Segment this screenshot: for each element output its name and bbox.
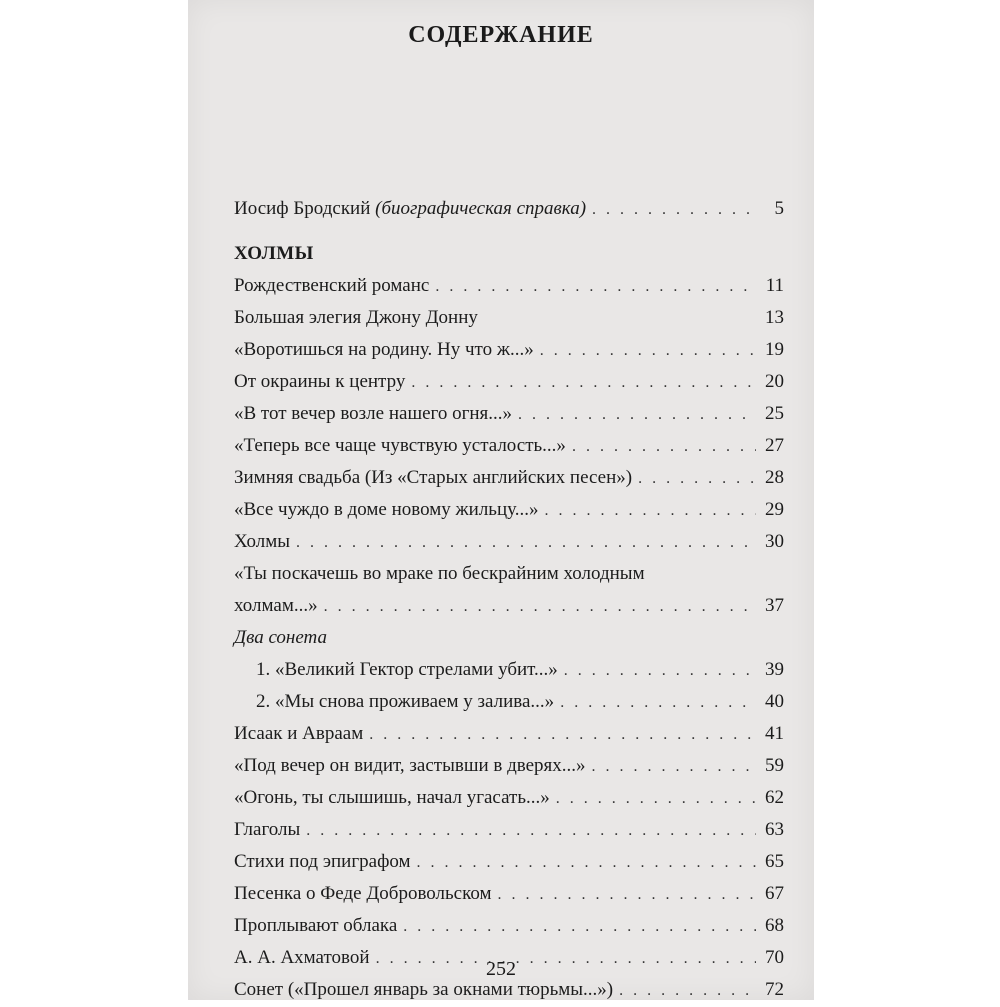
toc-entry — [234, 878, 784, 910]
toc-entry — [234, 193, 784, 225]
toc-entry — [234, 494, 784, 526]
entry-title: Зимняя свадьба (Из «Старых английских песен») — [234, 467, 633, 488]
leader-dots — [369, 719, 756, 751]
leader-dots — [296, 527, 756, 559]
leader-dots — [411, 367, 756, 399]
page-ref: 72 — [765, 979, 784, 1000]
page-ref: 11 — [765, 275, 784, 296]
toc-entry — [234, 686, 784, 718]
entry-title: «Огонь, ты слышишь, начал угасать...» — [234, 787, 550, 808]
page-ref: 39 — [765, 659, 784, 680]
page-ref: 41 — [765, 723, 784, 744]
toc-entry — [234, 270, 784, 302]
entry-title: 2. «Мы снова проживаем у залива...» — [256, 691, 555, 712]
entry-title: Большая элегия Джону Донну — [234, 307, 478, 328]
leader-dots — [306, 815, 756, 847]
leader-dots — [498, 879, 756, 911]
page-ref: 59 — [765, 755, 784, 776]
leader-dots — [324, 591, 756, 623]
entry-title: Проплывают облака — [234, 915, 398, 936]
toc-entry — [234, 750, 784, 782]
toc-entry — [234, 366, 784, 398]
toc-list — [234, 238, 784, 1006]
toc-entry — [234, 846, 784, 878]
leader-dots — [564, 655, 756, 687]
page-ref: 29 — [765, 499, 784, 520]
page-ref: 70 — [765, 947, 784, 968]
leader-dots — [403, 911, 756, 943]
leader-dots — [638, 463, 756, 495]
entry-title: «Теперь все чаще чувствую усталость...» — [234, 435, 566, 456]
toc-entry — [234, 590, 784, 622]
entry-title: «Воротишься на родину. Ну что ж...» — [234, 339, 534, 360]
entry-title: Исаак и Авраам — [234, 723, 364, 744]
entry-title: Рождественский романс — [234, 275, 430, 296]
entry-title: От окраины к центру — [234, 371, 406, 392]
leader-dots — [560, 687, 756, 719]
leader-dots — [540, 335, 756, 367]
toc-entry — [234, 430, 784, 462]
leader-dots — [592, 194, 756, 226]
page-ref: 40 — [765, 691, 784, 712]
page-ref: 13 — [765, 307, 784, 328]
page-ref: 25 — [765, 403, 784, 424]
leader-dots — [435, 271, 756, 303]
entry-title: Иосиф Бродский — [234, 198, 371, 219]
entry-title: Стихи под эпиграфом — [234, 851, 411, 872]
page-ref: 30 — [765, 531, 784, 552]
entry-title: «Под вечер он видит, застывши в дверях...» — [234, 755, 586, 776]
subsection-heading: Два сонета — [234, 627, 327, 648]
toc-entry — [234, 814, 784, 846]
page-ref: 68 — [765, 915, 784, 936]
page-ref: 62 — [765, 787, 784, 808]
entry-title: Песенка о Феде Добровольском — [234, 883, 492, 904]
toc-entry — [234, 302, 784, 334]
section-heading: ХОЛМЫ — [234, 243, 314, 264]
leader-dots — [556, 783, 756, 815]
page-ref: 19 — [765, 339, 784, 360]
page-ref: 27 — [765, 435, 784, 456]
entry-title: А. А. Ахматовой — [234, 947, 370, 968]
page-ref: 63 — [765, 819, 784, 840]
page-ref: 28 — [765, 467, 784, 488]
entry-title: «Все чуждо в доме новому жильцу...» — [234, 499, 539, 520]
toc-entry — [234, 526, 784, 558]
leader-dots — [518, 399, 756, 431]
entry-title: «В тот вечер возле нашего огня...» — [234, 403, 513, 424]
entry-title: Глаголы — [234, 819, 301, 840]
entry-title: 1. «Великий Гектор стрелами убит...» — [256, 659, 558, 680]
entry-title: Сонет («Прошел январь за окнами тюрьмы...») — [234, 979, 614, 1000]
entry-title-continued: холмам...» — [234, 595, 318, 616]
toc-entry — [234, 462, 784, 494]
page-ref: 67 — [765, 883, 784, 904]
toc-entry — [234, 654, 784, 686]
toc-entry — [234, 334, 784, 366]
page-title: СОДЕРЖАНИЕ — [408, 22, 594, 48]
leader-dots — [592, 751, 756, 783]
page-number: 252 — [486, 958, 516, 980]
toc-intro — [234, 193, 784, 225]
leader-dots — [572, 431, 756, 463]
toc-entry-line — [234, 558, 784, 590]
page-ref: 37 — [765, 595, 784, 616]
entry-title: Холмы — [234, 531, 291, 552]
entry-note: (биографическая справка) — [375, 198, 587, 219]
entry-title: «Ты поскачешь во мраке по бескрайним холодным — [234, 563, 645, 584]
toc-entry — [234, 782, 784, 814]
leader-dots — [544, 495, 756, 527]
toc-entry — [234, 398, 784, 430]
page-ref: 5 — [774, 198, 784, 219]
toc-entry — [234, 718, 784, 750]
page-ref: 20 — [765, 371, 784, 392]
book-page — [188, 0, 814, 1000]
leader-dots — [417, 847, 756, 879]
toc-entry — [234, 910, 784, 942]
page-ref: 65 — [765, 851, 784, 872]
